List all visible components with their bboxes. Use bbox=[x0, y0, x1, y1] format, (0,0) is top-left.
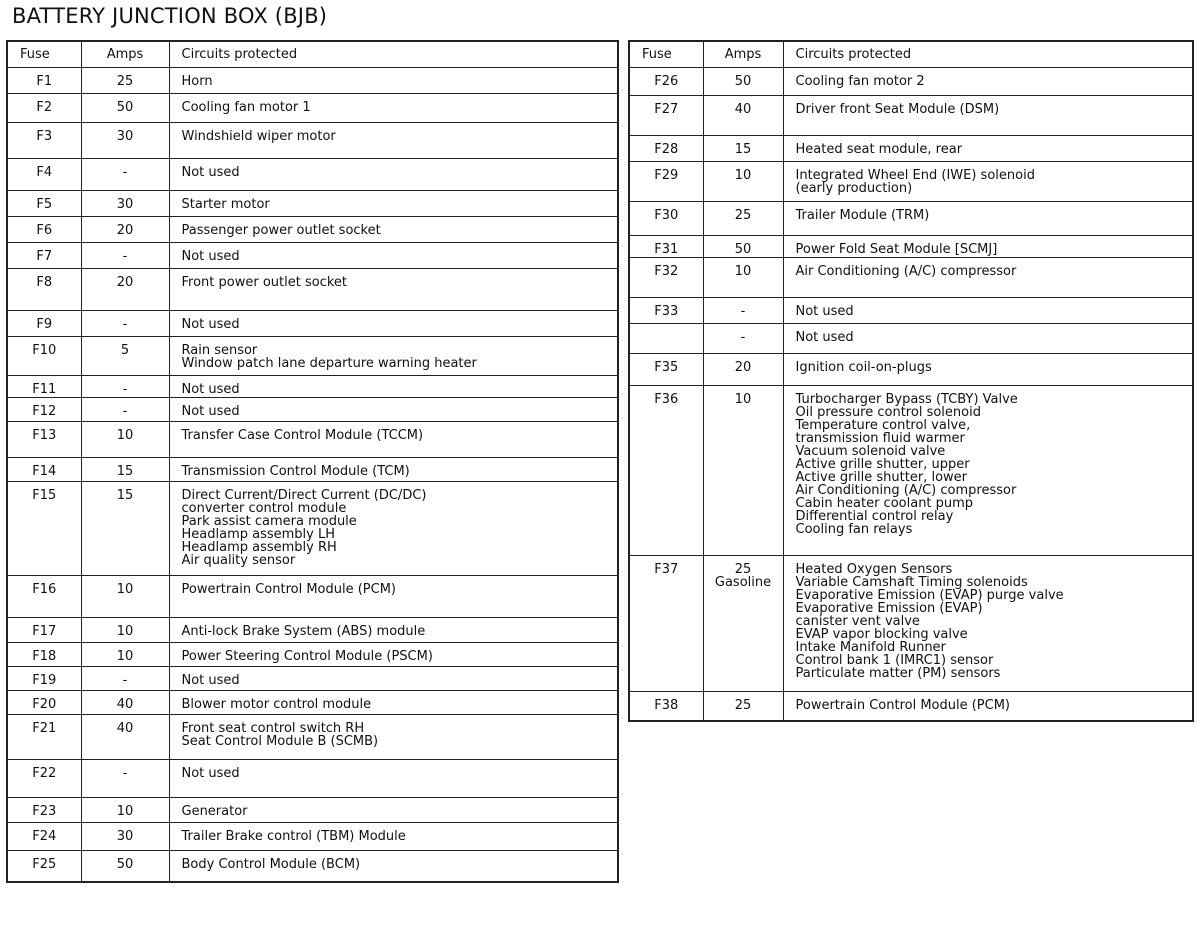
table-row bbox=[7, 397, 618, 421]
circuits-cell: Heated seat module, rear bbox=[795, 141, 963, 157]
table-row bbox=[7, 310, 618, 336]
table-row bbox=[7, 67, 618, 93]
circuits-cell: Not used bbox=[181, 672, 240, 688]
table-row bbox=[7, 690, 618, 714]
circuits-cell: Not used bbox=[181, 765, 240, 781]
fuse-table-right bbox=[628, 40, 1194, 722]
circuits-cell: Air Conditioning (A/C) compressor bbox=[795, 263, 1017, 279]
amps-cell: 25 bbox=[734, 207, 752, 223]
circuits-cell: Generator bbox=[181, 803, 248, 819]
circuits-cell: Trailer Module (TRM) bbox=[795, 207, 930, 223]
circuits-cell: Turbocharger Bypass (TCBY) Valve Oil pressure control solenoid Temperature control valve, transmission fluid warmer Vacuum solenoid valve Active grille shutter, upper Active grille shutter, lower Air Conditioning (A/C) compressor Cabin heater coolant pump Differential control relay Cooling fan relays bbox=[795, 391, 1018, 537]
amps-cell: 25 bbox=[116, 73, 134, 89]
circuits-cell: Passenger power outlet socket bbox=[181, 222, 381, 238]
amps-cell: 50 bbox=[734, 73, 752, 89]
amps-cell: 10 bbox=[116, 427, 134, 443]
fuse-cell: F14 bbox=[32, 463, 57, 479]
fuse-cell: F12 bbox=[32, 403, 57, 419]
circuits-cell: Driver front Seat Module (DSM) bbox=[795, 101, 1000, 117]
fuse-cell: F32 bbox=[654, 263, 679, 279]
amps-cell: - bbox=[122, 164, 128, 180]
fuse-cell: F2 bbox=[36, 99, 53, 115]
table-row bbox=[629, 555, 1193, 691]
fuse-cell: F5 bbox=[36, 196, 53, 212]
circuits-cell: Direct Current/Direct Current (DC/DC) converter control module Park assist camera module Headlamp assembly LH Headlamp assembly RH Air quality sensor bbox=[181, 487, 427, 568]
circuits-cell: Not used bbox=[181, 164, 240, 180]
fuse-cell: F24 bbox=[32, 828, 57, 844]
circuits-cell: Power Fold Seat Module [SCMJ] bbox=[795, 241, 998, 257]
page-title: BATTERY JUNCTION BOX (BJB) bbox=[12, 4, 328, 28]
amps-cell: - bbox=[122, 765, 128, 781]
header-circuits: Circuits protected bbox=[169, 41, 618, 67]
fuse-cell: F27 bbox=[654, 101, 679, 117]
table-row bbox=[7, 421, 618, 457]
table-row bbox=[7, 242, 618, 268]
table-row bbox=[629, 161, 1193, 201]
table-header-row bbox=[629, 41, 1193, 67]
table-row bbox=[629, 323, 1193, 353]
fuse-cell: F17 bbox=[32, 623, 57, 639]
header-circuits: Circuits protected bbox=[783, 41, 1193, 67]
amps-cell: - bbox=[122, 672, 128, 688]
fuse-cell: F30 bbox=[654, 207, 679, 223]
circuits-cell: Front seat control switch RH Seat Control Module B (SCMB) bbox=[181, 720, 379, 749]
amps-cell: 40 bbox=[116, 720, 134, 736]
amps-cell: 30 bbox=[116, 128, 134, 144]
table-row bbox=[7, 190, 618, 216]
amps-cell: - bbox=[740, 303, 746, 319]
fuse-cell: F29 bbox=[654, 167, 679, 183]
amps-cell: - bbox=[122, 316, 128, 332]
circuits-cell: Not used bbox=[181, 248, 240, 264]
circuits-cell: Not used bbox=[181, 403, 240, 419]
table-row bbox=[629, 201, 1193, 235]
circuits-cell: Not used bbox=[795, 303, 854, 319]
fuse-cell: F37 bbox=[654, 561, 679, 577]
circuits-cell: Ignition coil-on-plugs bbox=[795, 359, 932, 375]
table-row bbox=[7, 714, 618, 759]
circuits-cell: Blower motor control module bbox=[181, 696, 372, 712]
table-row bbox=[7, 822, 618, 850]
fuse-cell: F19 bbox=[32, 672, 57, 688]
amps-cell: - bbox=[122, 248, 128, 264]
amps-cell: 50 bbox=[116, 856, 134, 872]
circuits-cell: Not used bbox=[795, 329, 854, 345]
circuits-cell: Heated Oxygen Sensors Variable Camshaft Timing solenoids Evaporative Emission (EVAP) purge valve Evaporative Emission (EVAP) canister vent valve EVAP vapor blocking valve Intake Manifold Runner Control bank 1 (IMRC1) sensor Particulate matter (PM) sensors bbox=[795, 561, 1064, 681]
amps-cell: 30 bbox=[116, 196, 134, 212]
circuits-cell: Body Control Module (BCM) bbox=[181, 856, 361, 872]
fuse-cell: F8 bbox=[36, 274, 53, 290]
circuits-cell: Powertrain Control Module (PCM) bbox=[795, 697, 1010, 713]
amps-cell: 20 bbox=[116, 274, 134, 290]
amps-cell: 15 bbox=[116, 463, 134, 479]
amps-cell: 10 bbox=[116, 623, 134, 639]
header-amps: Amps bbox=[81, 41, 169, 67]
table-row bbox=[7, 642, 618, 666]
circuits-cell: Horn bbox=[181, 73, 213, 89]
fuse-cell: F33 bbox=[654, 303, 679, 319]
table-row bbox=[7, 122, 618, 158]
fuse-cell: F11 bbox=[32, 381, 57, 397]
circuits-cell: Power Steering Control Module (PSCM) bbox=[181, 648, 433, 664]
fuse-cell: F15 bbox=[32, 487, 57, 503]
table-row bbox=[629, 691, 1193, 721]
circuits-cell: Cooling fan motor 1 bbox=[181, 99, 311, 115]
circuits-cell: Powertrain Control Module (PCM) bbox=[181, 581, 396, 597]
circuits-cell: Transmission Control Module (TCM) bbox=[181, 463, 410, 479]
circuits-cell: Transfer Case Control Module (TCCM) bbox=[181, 427, 424, 443]
circuits-cell: Starter motor bbox=[181, 196, 270, 212]
amps-cell: 5 bbox=[120, 342, 130, 358]
table-row bbox=[7, 797, 618, 822]
amps-cell: 10 bbox=[116, 803, 134, 819]
fuse-cell: F22 bbox=[32, 765, 57, 781]
amps-cell: 10 bbox=[116, 581, 134, 597]
table-row bbox=[7, 268, 618, 310]
circuits-cell: Anti-lock Brake System (ABS) module bbox=[181, 623, 426, 639]
circuits-cell: Front power outlet socket bbox=[181, 274, 347, 290]
amps-cell: - bbox=[122, 381, 128, 397]
amps-cell: 20 bbox=[734, 359, 752, 375]
table-row bbox=[629, 257, 1193, 297]
header-fuse: Fuse bbox=[629, 41, 703, 67]
fuse-cell: F7 bbox=[36, 248, 53, 264]
table-row bbox=[7, 666, 618, 690]
amps-cell: - bbox=[740, 329, 746, 345]
table-row bbox=[7, 759, 618, 797]
fuse-cell: F36 bbox=[654, 391, 679, 407]
table-header-row bbox=[7, 41, 618, 67]
fuse-cell: F25 bbox=[32, 856, 57, 872]
fuse-cell: F21 bbox=[32, 720, 57, 736]
amps-cell: 50 bbox=[116, 99, 134, 115]
amps-cell: 10 bbox=[734, 391, 752, 407]
fuse-cell: F35 bbox=[654, 359, 679, 375]
table-row bbox=[7, 216, 618, 242]
circuits-cell: Cooling fan motor 2 bbox=[795, 73, 925, 89]
amps-cell: 20 bbox=[116, 222, 134, 238]
amps-cell: 40 bbox=[734, 101, 752, 117]
amps-cell: 40 bbox=[116, 696, 134, 712]
table-row bbox=[7, 93, 618, 122]
fuse-cell: F1 bbox=[36, 73, 53, 89]
fuse-cell: F28 bbox=[654, 141, 679, 157]
header-amps: Amps bbox=[703, 41, 783, 67]
table-row bbox=[7, 575, 618, 617]
amps-cell: 15 bbox=[116, 487, 134, 503]
table-row bbox=[7, 617, 618, 642]
amps-cell: 25 Gasoline bbox=[714, 561, 772, 590]
table-row bbox=[629, 385, 1193, 555]
fuse-cell: F26 bbox=[654, 73, 679, 89]
circuits-cell: Rain sensor Window patch lane departure warning heater bbox=[181, 342, 477, 371]
table-row bbox=[629, 235, 1193, 257]
amps-cell: - bbox=[122, 403, 128, 419]
table-row bbox=[7, 336, 618, 375]
fuse-cell: F20 bbox=[32, 696, 57, 712]
fuse-cell bbox=[630, 324, 703, 331]
fuse-cell: F4 bbox=[36, 164, 53, 180]
fuse-cell: F10 bbox=[32, 342, 57, 358]
table-row bbox=[7, 481, 618, 575]
table-row bbox=[629, 297, 1193, 323]
table-row bbox=[629, 353, 1193, 385]
fuse-cell: F18 bbox=[32, 648, 57, 664]
amps-cell: 15 bbox=[734, 141, 752, 157]
amps-cell: 10 bbox=[116, 648, 134, 664]
circuits-cell: Windshield wiper motor bbox=[181, 128, 336, 144]
table-row bbox=[7, 158, 618, 190]
fuse-cell: F38 bbox=[654, 697, 679, 713]
fuse-cell: F31 bbox=[654, 241, 679, 257]
amps-cell: 10 bbox=[734, 263, 752, 279]
amps-cell: 30 bbox=[116, 828, 134, 844]
fuse-cell: F6 bbox=[36, 222, 53, 238]
table-row bbox=[629, 95, 1193, 135]
table-row bbox=[629, 135, 1193, 161]
fuse-cell: F23 bbox=[32, 803, 57, 819]
fuse-cell: F3 bbox=[36, 128, 53, 144]
circuits-cell: Not used bbox=[181, 381, 240, 397]
fuse-cell: F13 bbox=[32, 427, 57, 443]
table-row bbox=[7, 850, 618, 882]
circuits-cell: Integrated Wheel End (IWE) solenoid (early production) bbox=[795, 167, 1035, 196]
table-row bbox=[629, 67, 1193, 95]
table-row bbox=[7, 457, 618, 481]
table-row bbox=[7, 375, 618, 397]
fuse-cell: F9 bbox=[36, 316, 53, 332]
amps-cell: 25 bbox=[734, 697, 752, 713]
circuits-cell: Trailer Brake control (TBM) Module bbox=[181, 828, 406, 844]
amps-cell: 50 bbox=[734, 241, 752, 257]
header-fuse: Fuse bbox=[7, 41, 81, 67]
fuse-cell: F16 bbox=[32, 581, 57, 597]
fuse-table-left bbox=[6, 40, 619, 883]
circuits-cell: Not used bbox=[181, 316, 240, 332]
amps-cell: 10 bbox=[734, 167, 752, 183]
